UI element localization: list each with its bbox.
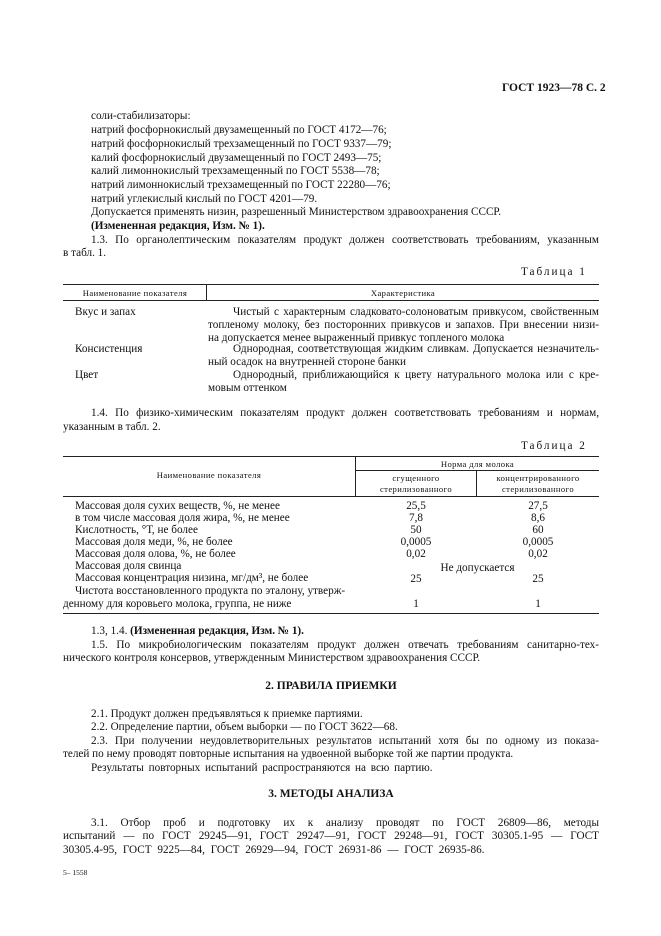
paragraph-1-5-line1: 1.5. По микробиологическим показателям продукт должен отвечать требованиям санитарно-тех- (91, 639, 599, 651)
table1-row-text: Однородный, приближающийся к цвету натурального молока или с кре- (233, 369, 599, 381)
table2-cell: 0,02 (406, 548, 426, 560)
table2-cell: 0,0005 (522, 536, 554, 548)
table2-header-rule (63, 496, 599, 497)
paragraph-1-4-line1: 1.4. По физико-химическим показателям продукт должен соответствовать требованиям и нормам, (91, 407, 599, 419)
paragraph-3-1-line3: 30305.4-95, ГОСТ 9225—84, ГОСТ 26929—94, ГОСТ 26931-86 — ГОСТ 26935-86. (63, 844, 485, 856)
table2-cell: 25 (410, 573, 422, 585)
table2-row-name: в том числе массовая доля жира, %, не менее (75, 512, 290, 524)
table1-row-text: мовым оттенком (208, 382, 287, 394)
table2-cell-merged: Не допускается (440, 562, 515, 574)
paragraph-3-1-line2: испытаний — по ГОСТ 29245—91, ГОСТ 29247—91, ГОСТ 29248—91, ГОСТ 30305.1-95 — ГОСТ (63, 830, 599, 842)
table1-row-name: Консистенция (75, 343, 143, 355)
page-footer-code: 5– 1558 (63, 868, 88, 877)
table2-row-name: Кислотность, °Т, не более (75, 524, 198, 536)
table2-sub2a: концентрированного (496, 473, 580, 483)
table2-sub1b: стерилизованного (379, 484, 453, 494)
paragraph-2-1: 2.1. Продукт должен предъявляться к приемке партиями. (91, 708, 363, 720)
table1-row-text: ный осадок на внутренней стороне банки (208, 356, 406, 368)
stabilizer-item: натрий лимоннокислый трехзамещенный по ГОСТ 22280—76; (91, 179, 391, 191)
table1-row-text: Чистый с характерным сладковато-солоноватым привкусом, свойственным (233, 306, 599, 318)
table2-col1-header: Наименование показателя (156, 470, 262, 480)
table2-cell: 7,8 (409, 512, 423, 524)
paragraph-2-3-line1: 2.3. При получении неудовлетворительных результатов испытаний хотя бы по одному из показа- (91, 735, 599, 747)
edit-note-2-prefix: 1.3, 1.4. (91, 625, 128, 637)
table2-row-name-cont: денному для коровьего молока, группа, не ниже (63, 598, 292, 610)
stabilizer-item: натрий углекислый кислый по ГОСТ 4201—79. (91, 193, 318, 205)
table2-norm-rule (355, 470, 599, 471)
paragraph-2-3-line2: телей по нему проводят повторные испытания на удвоенной выборке той же партии продукта. (63, 748, 514, 760)
paragraph-1-4-line2: указанным в табл. 2. (63, 421, 161, 433)
table2-cell: 50 (410, 524, 422, 536)
page-header: ГОСТ 1923—78 С. 2 (502, 82, 606, 94)
table2-cell: 0,0005 (400, 536, 432, 548)
table2-cell: 8,6 (531, 512, 545, 524)
section-3-title: 3. МЕТОДЫ АНАЛИЗА (268, 788, 394, 800)
paragraph-1-3-line2: в табл. 1. (63, 247, 107, 259)
table2-row-name: Массовая концентрация низина, мг/дм³, не более (75, 572, 309, 584)
paragraph-2-3-line3: Результаты повторных испытаний распространяются на всю партию. (91, 762, 433, 774)
table2-row-name: Чистота восстановленного продукта по эталону, утверж- (75, 585, 346, 597)
table2-sub1a: сгущенного (392, 473, 440, 483)
table2-caption: Таблица 2 (521, 440, 587, 452)
table2-cell: 60 (532, 524, 544, 536)
edit-note-2-bold: (Измененная редакция, Изм. № 1). (130, 625, 304, 637)
table2-cell: 25 (532, 573, 544, 585)
paragraph-2-2: 2.2. Определение партии, объем выборки — по ГОСТ 3622—68. (91, 721, 398, 733)
table2-sub2b: стерилизованного (501, 484, 575, 494)
paragraph-1-3-line1: 1.3. По органолептическим показателям продукт должен соответствовать требованиям, указанным (91, 234, 599, 246)
stabilizer-item: натрий фосфорнокислый двузамещенный по ГОСТ 4172—76; (91, 124, 387, 136)
table1-row-text: Однородная, соответствующая жидким сливкам. Допускается незначитель- (233, 343, 599, 355)
table1-row-name: Цвет (75, 369, 99, 381)
stabilizer-item: натрий фосфорнокислый трехзамещенный по ГОСТ 9337—79; (91, 138, 392, 150)
stabilizers-intro: соли-стабилизаторы: (91, 110, 191, 122)
table1-top-rule (63, 284, 599, 285)
table1-col1-header: Наименование показателя (82, 288, 188, 298)
table1-header-divider (206, 284, 207, 300)
table2-row-name: Массовая доля меди, %, не более (75, 536, 233, 548)
table2-cell: 0,02 (528, 548, 548, 560)
edit-note-2 (91, 625, 304, 639)
table2-row-name: Массовая доля олова, %, не более (75, 548, 236, 560)
table2-cell: 27,5 (528, 500, 548, 512)
table2-norm-header: Норма для молока (440, 459, 515, 469)
table1-row-text: на допускается менее выраженный привкус топленого молока (208, 332, 505, 344)
table2-cell: 1 (535, 598, 541, 610)
section-2-title: 2. ПРАВИЛА ПРИЕМКИ (265, 680, 397, 692)
paragraph-1-5-line2: нического контроля консервов, утвержденным Министерством здравоохранения СССР. (63, 652, 481, 664)
stabilizer-item: калий фосфорнокислый двузамещенный по ГОСТ 2493—75; (91, 152, 382, 164)
table1-row-name: Вкус и запах (75, 306, 136, 318)
table2-row-name: Массовая доля сухих веществ, %, не менее (75, 500, 280, 512)
table1-header-rule (63, 300, 599, 301)
stabilizer-item: калий лимоннокислый трехзамещенный по ГОСТ 5538—78; (91, 165, 380, 177)
paragraph-3-1-line1: 3.1. Отбор проб и подготовку их к анализу проводят по ГОСТ 26809—86, методы (91, 817, 599, 829)
table2-row-name: Массовая доля свинца (75, 560, 182, 572)
edit-note: (Измененная редакция, Изм. № 1). (91, 220, 265, 232)
table2-bottom-rule (63, 613, 599, 614)
table2-cell: 1 (413, 598, 419, 610)
table1-row-text: топленому молоку, без посторонних привкусов и запахов. При внесении низи- (208, 319, 599, 331)
table1-col2-header: Характеристика (370, 288, 436, 298)
table1-caption: Таблица 1 (521, 266, 587, 278)
nisin-note: Допускается применять низин, разрешенный Министерством здравоохранения СССР. (91, 206, 502, 218)
table2-cell: 25,5 (406, 500, 426, 512)
table2-top-rule (63, 456, 599, 457)
